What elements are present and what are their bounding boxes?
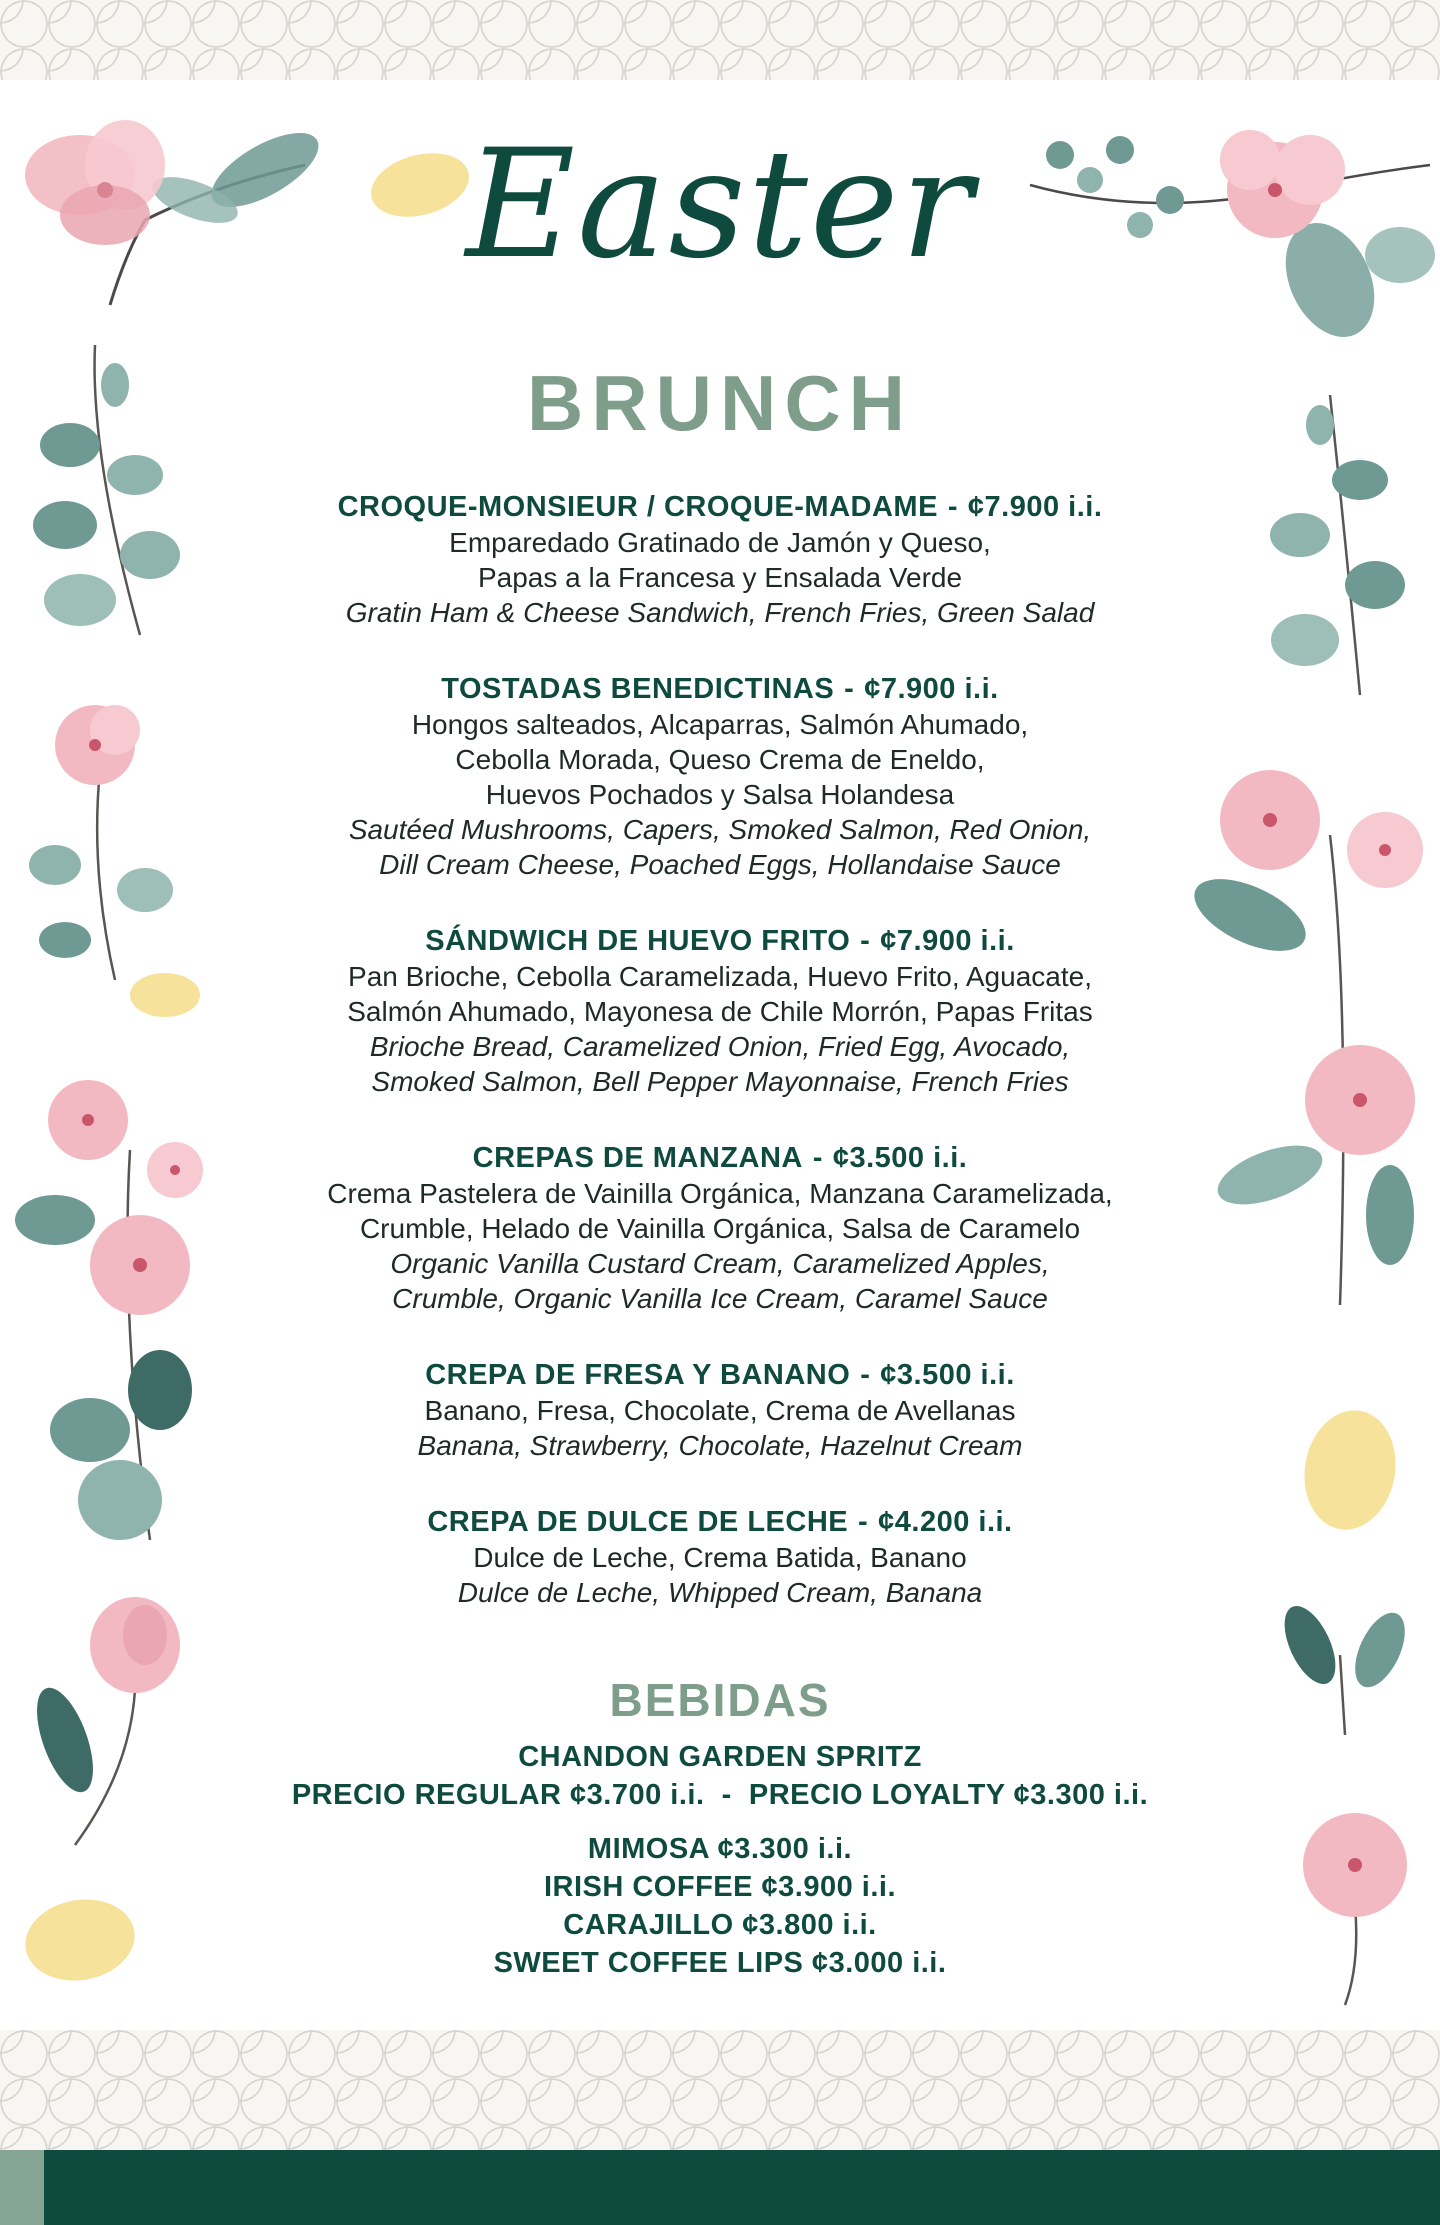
menu-item-description-en: Brioche Bread, Caramelized Onion, Fried Egg, Avocado, xyxy=(369,1031,1071,1062)
menu-item-description-es: Crema Pastelera de Vainilla Orgánica, Manzana Caramelizada, xyxy=(327,1178,1113,1209)
menu-item xyxy=(220,672,1220,882)
price-separator: - xyxy=(812,1142,823,1174)
menu-item-description-en: Crumble, Organic Vanilla Ice Cream, Caramel Sauce xyxy=(392,1283,1048,1314)
menu-item-description-en: Banana, Strawberry, Chocolate, Hazelnut Cream xyxy=(417,1430,1023,1461)
bottom-pattern-band xyxy=(0,2030,1440,2150)
drink-item: IRISH COFFEE ¢3.900 i.i. xyxy=(543,1871,897,1903)
menu-list xyxy=(220,490,1220,1652)
price-separator: - xyxy=(860,925,871,957)
menu-item-heading xyxy=(220,1358,1220,1393)
menu-item xyxy=(220,1505,1220,1610)
menu-item-name: CREPA DE DULCE DE LECHE xyxy=(427,1506,849,1538)
menu-item-price: ¢7.900 i.i. xyxy=(864,673,999,705)
menu-item-heading xyxy=(220,672,1220,707)
top-pattern-band xyxy=(0,0,1440,80)
pink-flowers-left-cluster-icon xyxy=(10,1070,230,1550)
menu-item-description-es: Banano, Fresa, Chocolate, Crema de Avellanas xyxy=(424,1395,1016,1426)
menu-item-description-en: Dill Cream Cheese, Poached Eggs, Hollandaise Sauce xyxy=(379,849,1061,880)
menu-item-heading xyxy=(220,924,1220,959)
drink-item: SWEET COFFEE LIPS ¢3.000 i.i. xyxy=(493,1947,947,1979)
menu-item-description-en: Sautéed Mushrooms, Capers, Smoked Salmon, Red Onion, xyxy=(348,814,1092,845)
footer-accent xyxy=(0,2150,44,2225)
menu-item-description-en: Smoked Salmon, Bell Pepper Mayonnaise, French Fries xyxy=(371,1066,1069,1097)
menu-item xyxy=(220,1358,1220,1463)
menu-item xyxy=(220,490,1220,630)
yellow-petal-bottom-left-icon xyxy=(20,1890,140,1990)
pink-flower-bottom-right-icon xyxy=(1285,1795,1425,2015)
menu-item-description-en: Dulce de Leche, Whipped Cream, Banana xyxy=(457,1577,983,1608)
spritz-name: CHANDON GARDEN SPRITZ xyxy=(518,1741,922,1773)
drinks-title: BEBIDAS xyxy=(609,1674,831,1726)
menu-item-description-es: Papas a la Francesa y Ensalada Verde xyxy=(477,562,963,593)
menu-item-price: ¢3.500 i.i. xyxy=(832,1142,968,1174)
spritz-prices: PRECIO REGULAR ¢3.700 i.i. - PRECIO LOYALTY ¢3.300 i.i. xyxy=(291,1779,1149,1811)
footer-bar xyxy=(0,2150,1440,2225)
menu-item-name: CROQUE-MONSIEUR / CROQUE-MADAME xyxy=(337,491,938,523)
price-separator: - xyxy=(858,1506,869,1538)
menu-item-description-es: Huevos Pochados y Salsa Holandesa xyxy=(485,779,955,810)
price-separator: - xyxy=(860,1359,871,1391)
menu-item-name: TOSTADAS BENEDICTINAS xyxy=(441,673,835,705)
pink-tulip-left-icon xyxy=(30,1590,190,1850)
menu-item-price: ¢7.900 i.i. xyxy=(880,925,1015,957)
menu-item-description-es: Dulce de Leche, Crema Batida, Banano xyxy=(473,1542,967,1573)
pink-blossom-left-icon xyxy=(20,690,190,990)
menu-item-heading xyxy=(220,1141,1220,1176)
drink-item: CARAJILLO ¢3.800 i.i. xyxy=(563,1909,877,1941)
menu-item-description-es: Hongos salteados, Alcaparras, Salmón Ahumado, xyxy=(411,709,1029,740)
menu-item xyxy=(220,1141,1220,1316)
menu-item-description-en: Gratin Ham & Cheese Sandwich, French Fries, Green Salad xyxy=(345,597,1095,628)
menu-item-name: CREPA DE FRESA Y BANANO xyxy=(425,1359,851,1391)
leaf-sprig-right-icon xyxy=(1280,1595,1410,1745)
menu-item-name: SÁNDWICH DE HUEVO FRITO xyxy=(425,925,851,957)
drinks-section xyxy=(170,1670,1270,1982)
title-script: Easter xyxy=(465,118,975,292)
title-brunch: BRUNCH xyxy=(527,359,913,447)
menu-item xyxy=(220,924,1220,1099)
menu-item-description-es: Emparedado Gratinado de Jamón y Queso, xyxy=(449,527,991,558)
menu-item-description-es: Crumble, Helado de Vainilla Orgánica, Salsa de Caramelo xyxy=(359,1213,1081,1244)
yellow-petal-right-icon xyxy=(1300,1405,1400,1535)
menu-item-heading xyxy=(220,1505,1220,1540)
menu-item-description-es: Cebolla Morada, Queso Crema de Eneldo, xyxy=(455,744,985,775)
menu-item-name: CREPAS DE MANZANA xyxy=(472,1142,803,1174)
menu-item-description-es: Salmón Ahumado, Mayonesa de Chile Morrón, Papas Fritas xyxy=(347,996,1093,1027)
menu-item-description-en: Organic Vanilla Custard Cream, Caramelized Apples, xyxy=(390,1248,1050,1279)
menu-item-price: ¢3.500 i.i. xyxy=(880,1359,1015,1391)
drink-item: MIMOSA ¢3.300 i.i. xyxy=(587,1833,853,1865)
menu-item-price: ¢4.200 i.i. xyxy=(878,1506,1013,1538)
price-separator: - xyxy=(844,673,855,705)
menu-item-price: ¢7.900 i.i. xyxy=(967,491,1103,523)
menu-item-heading xyxy=(220,490,1220,525)
menu-item-description-es: Pan Brioche, Cebolla Caramelizada, Huevo Frito, Aguacate, xyxy=(348,961,1092,992)
yellow-petal-small-icon xyxy=(125,965,205,1025)
drink-list xyxy=(170,1830,1270,1982)
price-separator: - xyxy=(947,491,958,523)
